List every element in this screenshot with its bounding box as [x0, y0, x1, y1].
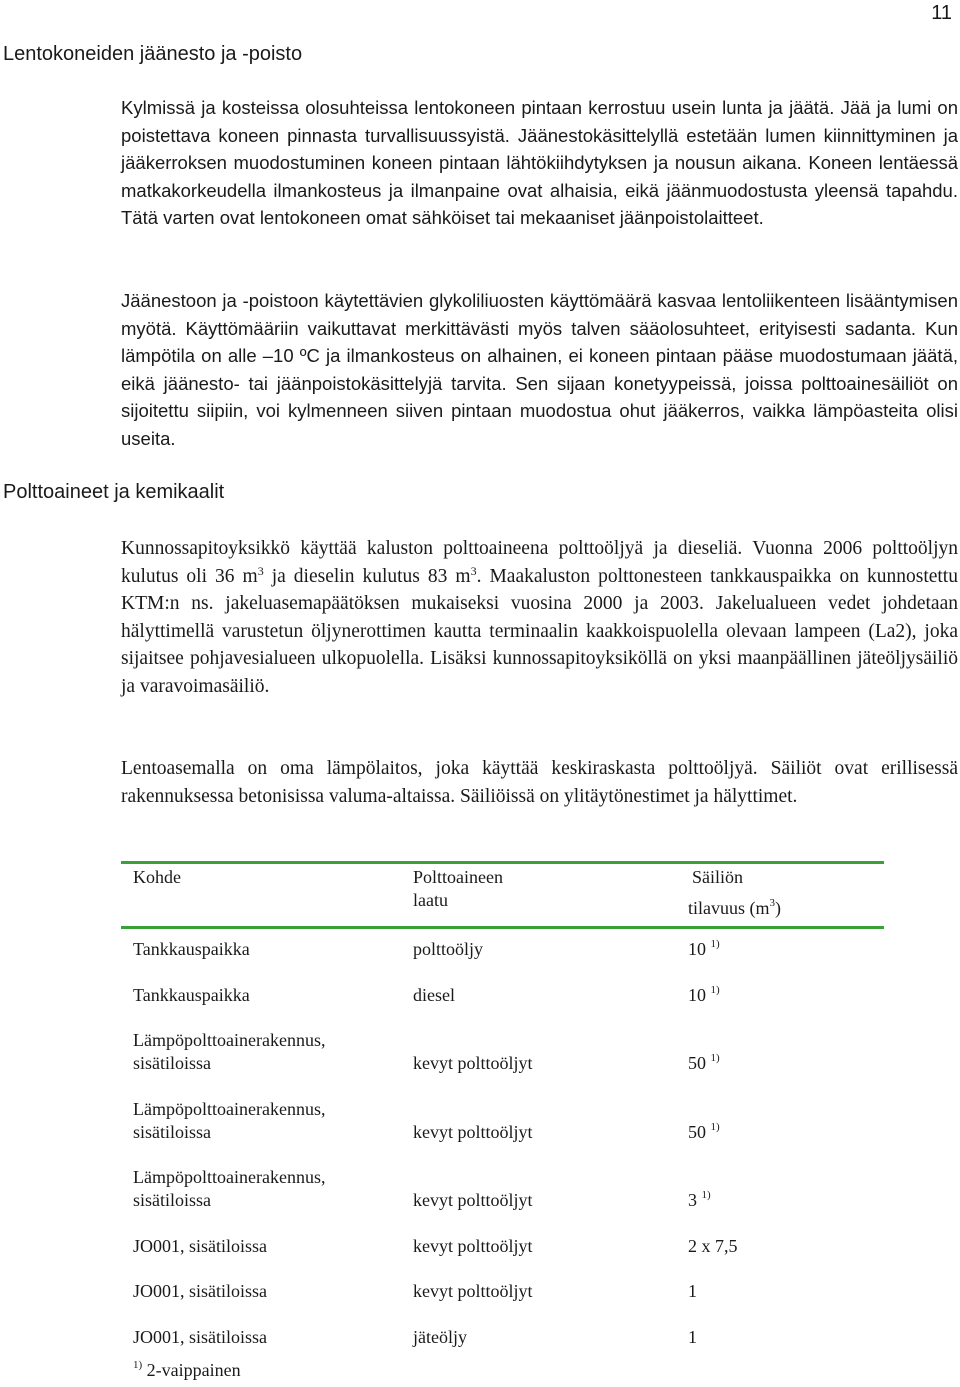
cell-tilavuus: 3 $^{1)}$	[688, 1189, 711, 1210]
cell-kohde: JO001, sisätiloissa	[133, 1281, 268, 1301]
cell-kohde: JO001, sisätiloissa	[133, 1236, 268, 1256]
cell-kohde: JO001, sisätiloissa	[133, 1327, 268, 1347]
cell-tilavuus: 50 $^{1)}$	[688, 1052, 720, 1073]
table-footnote: $^{1)}$ 2-vaippainen	[133, 1359, 241, 1380]
cell-kohde: Lämpöpolttoainerakennus, sisätiloissa	[133, 1030, 326, 1073]
section-heading-deicing: Lentokoneiden jäänesto ja -poisto	[3, 43, 303, 65]
cell-kohde: Tankkauspaikka	[133, 939, 250, 959]
cell-tilavuus: 10 $^{1)}$	[688, 938, 720, 959]
section-heading-fuels: Polttoaineet ja kemikaalit	[3, 481, 225, 503]
cell-laatu: kevyt polttoöljyt	[413, 1190, 533, 1210]
cell-laatu: jäteöljy	[413, 1327, 467, 1347]
cell-laatu: diesel	[413, 985, 455, 1005]
paragraph-deicing-1: Kylmissä ja kosteissa olosuhteissa lentokoneen pintaan kerrostuu usein lunta ja jäätä. Jää ja lumi on poistettava koneen pinnasta turvallisuussyistä. Jäänestokäsittelyllä estetään lumen kiinnittyminen ja jääkerroksen muodostuminen koneen pintaan lähtökiihdytyksen ja nousun aikana. Koneen lentäessä matkakorkeudella ilmankosteus ja ilmanpaine ovat alhaisia, eikä jäänmuodostusta yleensä tapahdu. Tätä varten ovat lentokoneen omat sähköiset tai mekaaniset jäänpoistolaitteet.	[121, 97, 958, 228]
cell-tilavuus: 50 $^{1)}$	[688, 1121, 720, 1142]
paragraph-fuels-1: Kunnossapitoyksikkö käyttää kaluston polttoaineena polttoöljyä ja dieseliä. Vuonna 2006 polttoöljyn kulutus oli 36 $m^3$ ja dieselin kulutus 83 $m^3$. Maakaluston polttonesteen tankkauspaikka on kunnostettu KTM:n ns. jakeluasemapäätöksen mukaiseksi vuosina 2000 ja 2003. Jakelualueen vedet johdetaan hälyttimellä varustetun öljynerottimen kautta terminaalin kaakkoispuolella olevaan lampeen (La2), joka sijaitsee pohjavesialueen ulkopuolella. Lisäksi kunnossapitoyksiköllä on yksi maanpäällinen jäteöljysäiliö ja varavoimasäiliö.	[121, 538, 958, 697]
cell-tilavuus: 10 $^{1)}$	[688, 984, 720, 1005]
cell-tilavuus: 1	[688, 1281, 697, 1301]
cell-tilavuus: 2 x 7,5	[688, 1236, 738, 1256]
header-tilavuus-line1: Säiliön	[692, 867, 744, 887]
table-top-rule	[121, 861, 884, 864]
page-number: 11	[931, 2, 952, 24]
header-kohde: Kohde	[133, 867, 181, 887]
cell-kohde: Lämpöpolttoainerakennus, sisätiloissa	[133, 1099, 326, 1142]
cell-laatu: polttoöljy	[413, 939, 484, 959]
header-laatu: Polttoaineen laatu	[413, 867, 503, 910]
cell-laatu: kevyt polttoöljyt	[413, 1122, 533, 1142]
cell-laatu: kevyt polttoöljyt	[413, 1053, 533, 1073]
cell-laatu: kevyt polttoöljyt	[413, 1281, 533, 1301]
paragraph-deicing-2: Jäänestoon ja -poistoon käytettävien glykoliliuosten käyttömäärä kasvaa lentoliikenteen lisääntymisen myötä. Käyttömääriin vaikuttavat merkittävästi myös talven sääolosuhteet, erityisesti sadanta. Kun lämpötila on alle –10 ºC ja ilmankosteus on alhainen, ei koneen pintaan pääse muodostumaan jäätä, eikä jäänesto- tai jäänpoistokäsittelyjä tarvita. Sen sijaan konetyypeissä, joissa polttoainesäiliöt on sijoitettu siipiin, voi kylmenneen siiven pintaan muodostua ohut jääkerros, vaikka lämpöasteita olisi useita.	[121, 290, 958, 449]
cell-tilavuus: 1	[688, 1327, 697, 1347]
cell-laatu: kevyt polttoöljyt	[413, 1236, 533, 1256]
cell-kohde: Lämpöpolttoainerakennus, sisätiloissa	[133, 1167, 326, 1210]
table-header-rule	[121, 926, 884, 929]
cell-kohde: Tankkauspaikka	[133, 985, 250, 1005]
header-tilavuus-line2: tilavuus $(m^3)$	[688, 897, 781, 918]
paragraph-fuels-2: Lentoasemalla on oma lämpölaitos, joka käyttää keskiraskasta polttoöljyä. Säiliöt ovat erillisessä rakennuksessa betonisissa valuma-altaissa. Säiliöissä on ylitäytönestimet ja hälyttimet.	[121, 758, 958, 807]
